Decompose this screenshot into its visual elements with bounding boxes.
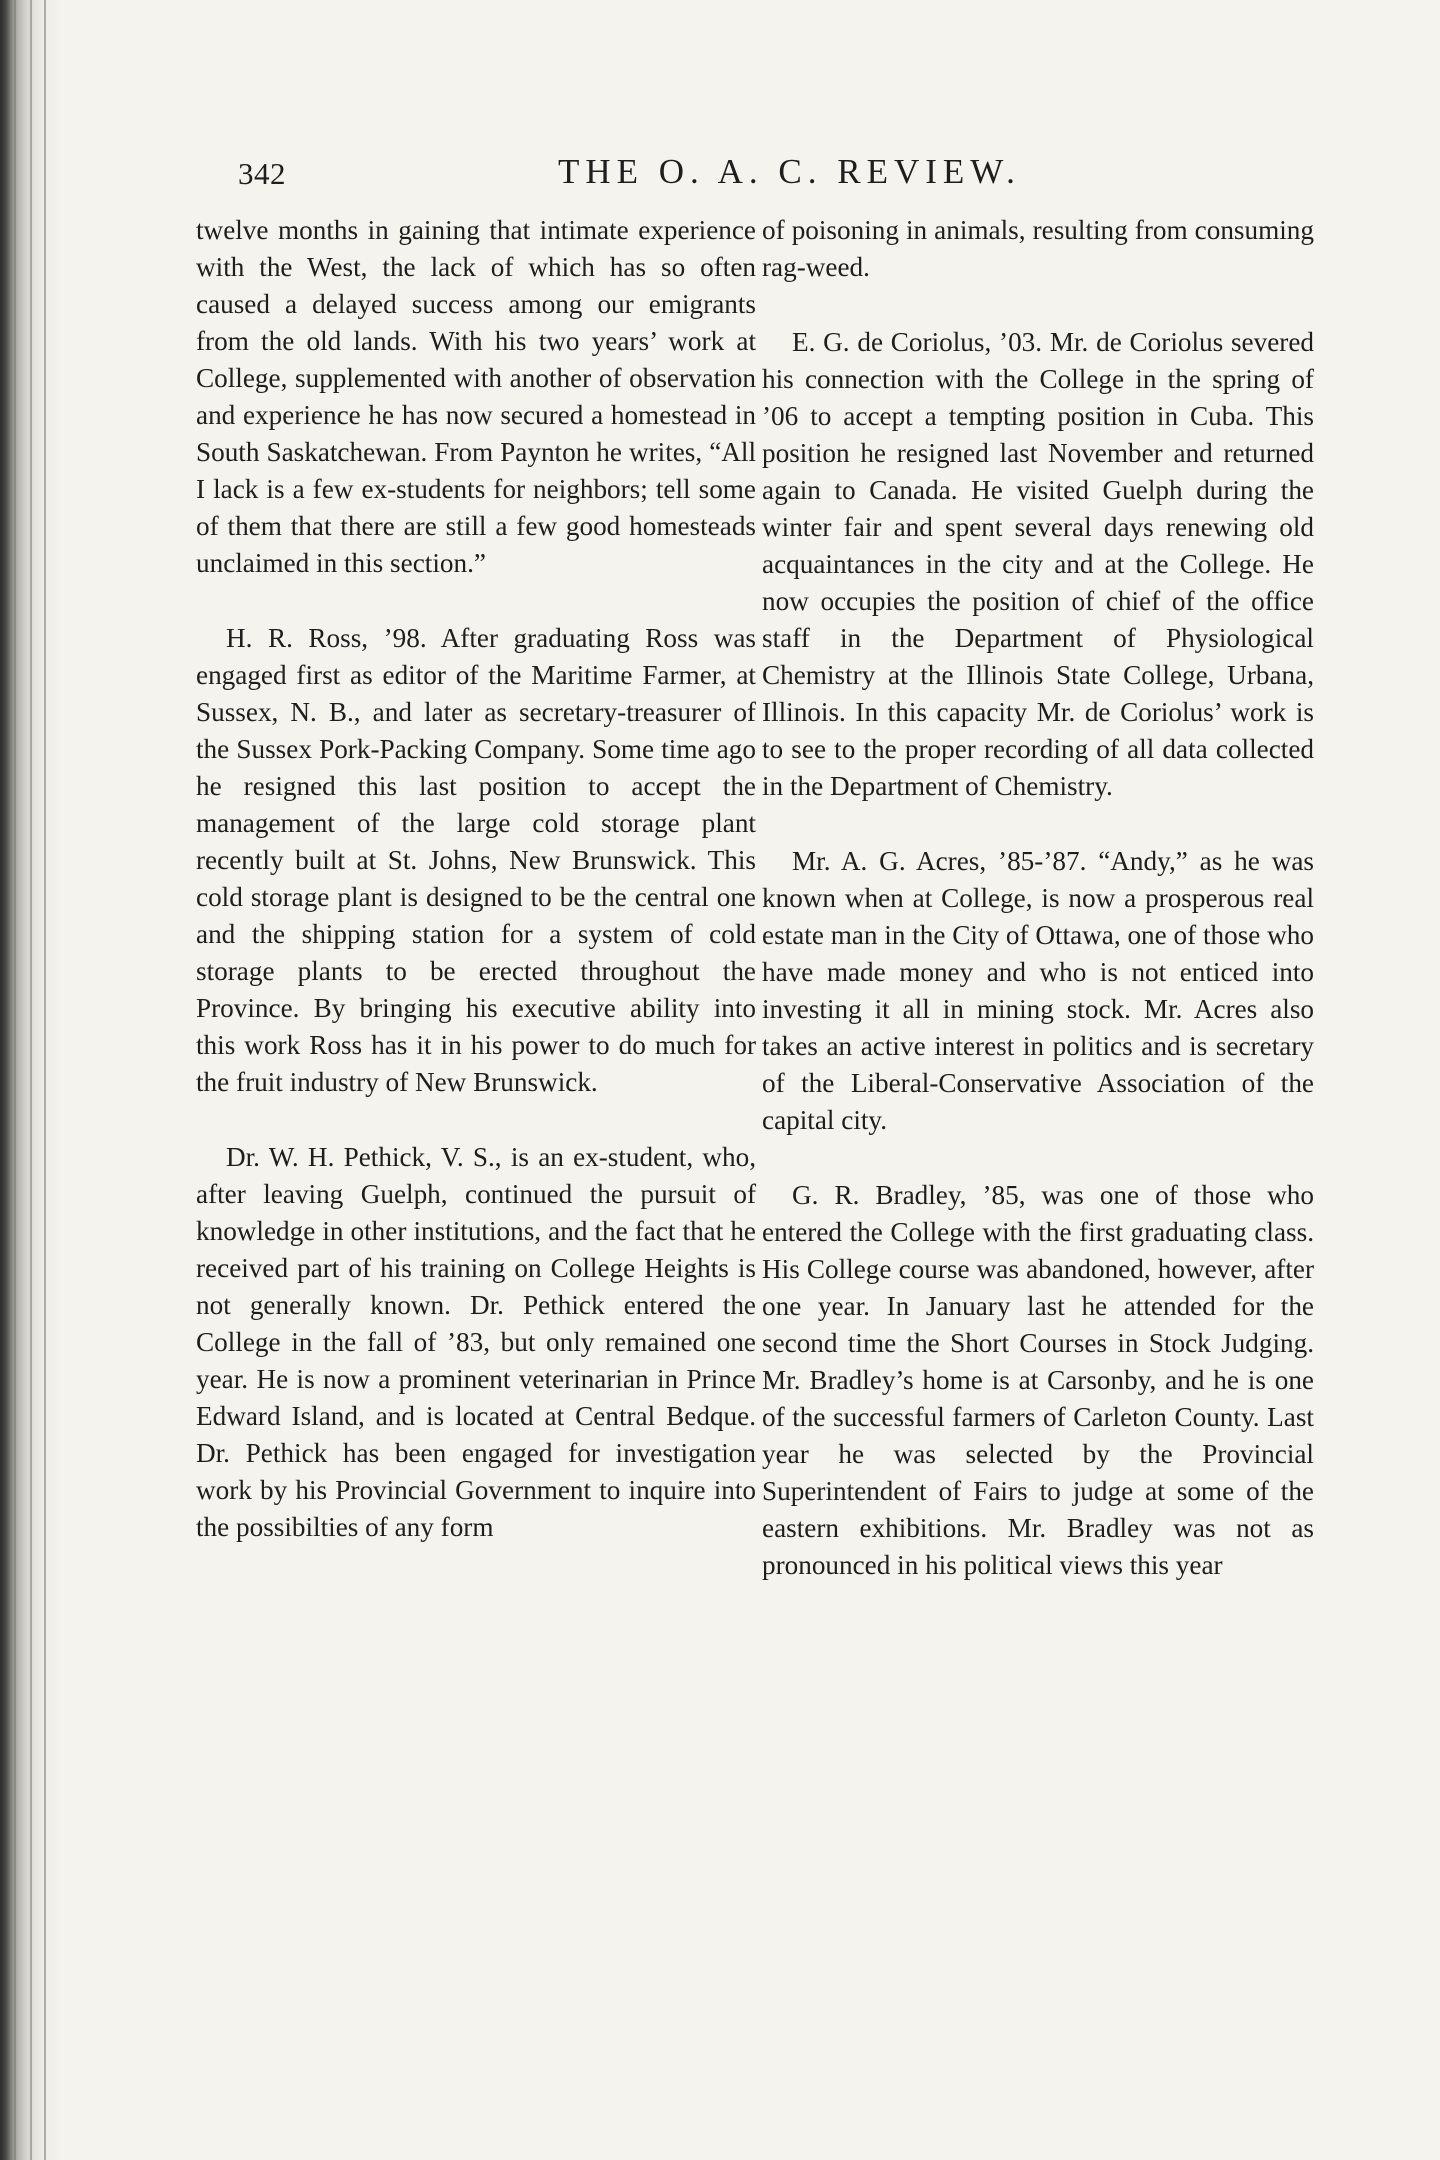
binding-line (14, 0, 16, 2160)
paragraph-de-coriolus: E. G. de Coriolus, ’03. Mr. de Coriolus severed his connection with the College in the spring of ’06 to accept a tempting position in Cuba. This position he resigned last November and returned again to Canada. He visited Guelph during the winter fair and spent several days renewing old acquaintances in the city and at the College. He now occupies the position of chief of the office staff in the Department of Physiological Chemistry at the Illinois State College, Urbana, Illinois. In this capacity Mr. de Coriolus’ work is to see to the proper recording of all data collected in the Department of Chemistry. (762, 327, 1314, 801)
paragraph-continuation: of poisoning in animals, resulting from consuming rag-weed. (762, 215, 1314, 282)
right-column (762, 212, 1314, 1584)
paragraph-continuation: twelve months in gaining that intimate experience with the West, the lack of which has so often caused a delayed success among our emigrants from the old lands. With his two years’ work at College, supplemented with another of observation and experience he has now secured a homestead in South Saskatchewan. From Paynton he writes, “All I lack is a few ex-students for neighbors; tell some of them that there are still a few good homesteads unclaimed in this section.” (196, 215, 756, 578)
paragraph-ross: H. R. Ross, ’98. After graduating Ross was engaged first as editor of the Maritime Farmer, at Sussex, N. B., and later as secretary-treasurer of the Sussex Pork-Packing Company. Some time ago he resigned this last position to accept the management of the large cold storage plant recently built at St. Johns, New Brunswick. This cold storage plant is designed to be the central one and the shipping station for a system of cold storage plants to be erected throughout the Province. By bringing his executive ability into this work Ross has it in his power to do much for the fruit industry of New Brunswick. (196, 623, 756, 1097)
paragraph-bradley: G. R. Bradley, ’85, was one of those who entered the College with the first graduating class. His College course was abandoned, however, after one year. In January last he attended for the second time the Short Courses in Stock Judging. Mr. Bradley’s home is at Carsonby, and he is one of the successful farmers of Carleton County. Last year he was selected by the Provincial Superintendent of Fairs to judge at some of the eastern exhibitions. Mr. Bradley was not as pronounced in his political views this year (762, 1180, 1314, 1580)
binding-line (44, 0, 46, 2160)
binding-line (30, 0, 32, 2160)
paragraph-acres: Mr. A. G. Acres, ’85-’87. “Andy,” as he was known when at College, is now a prosperous real estate man in the City of Ottawa, one of those who have made money and who is not enticed into investing it all in mining stock. Mr. Acres also takes an active interest in politics and is secretary of the Liberal-Conservative Association of the capital city. (762, 846, 1314, 1135)
left-column (196, 212, 756, 1546)
page-number: 342 (238, 156, 286, 191)
paragraph-pethick: Dr. W. H. Pethick, V. S., is an ex-student, who, after leaving Guelph, continued the pursuit of knowledge in other institutions, and the fact that he received part of his training on College Heights is not generally known. Dr. Pethick entered the College in the fall of ’83, but only remained one year. He is now a prominent veterinarian in Prince Edward Island, and is located at Central Bedque. Dr. Pethick has been engaged for investigation work by his Provincial Government to inquire into the possibilties of any form (196, 1142, 756, 1542)
running-title: THE O. A. C. REVIEW. (558, 152, 1021, 191)
page-header (238, 148, 1308, 208)
book-binding-edge (0, 0, 62, 2160)
